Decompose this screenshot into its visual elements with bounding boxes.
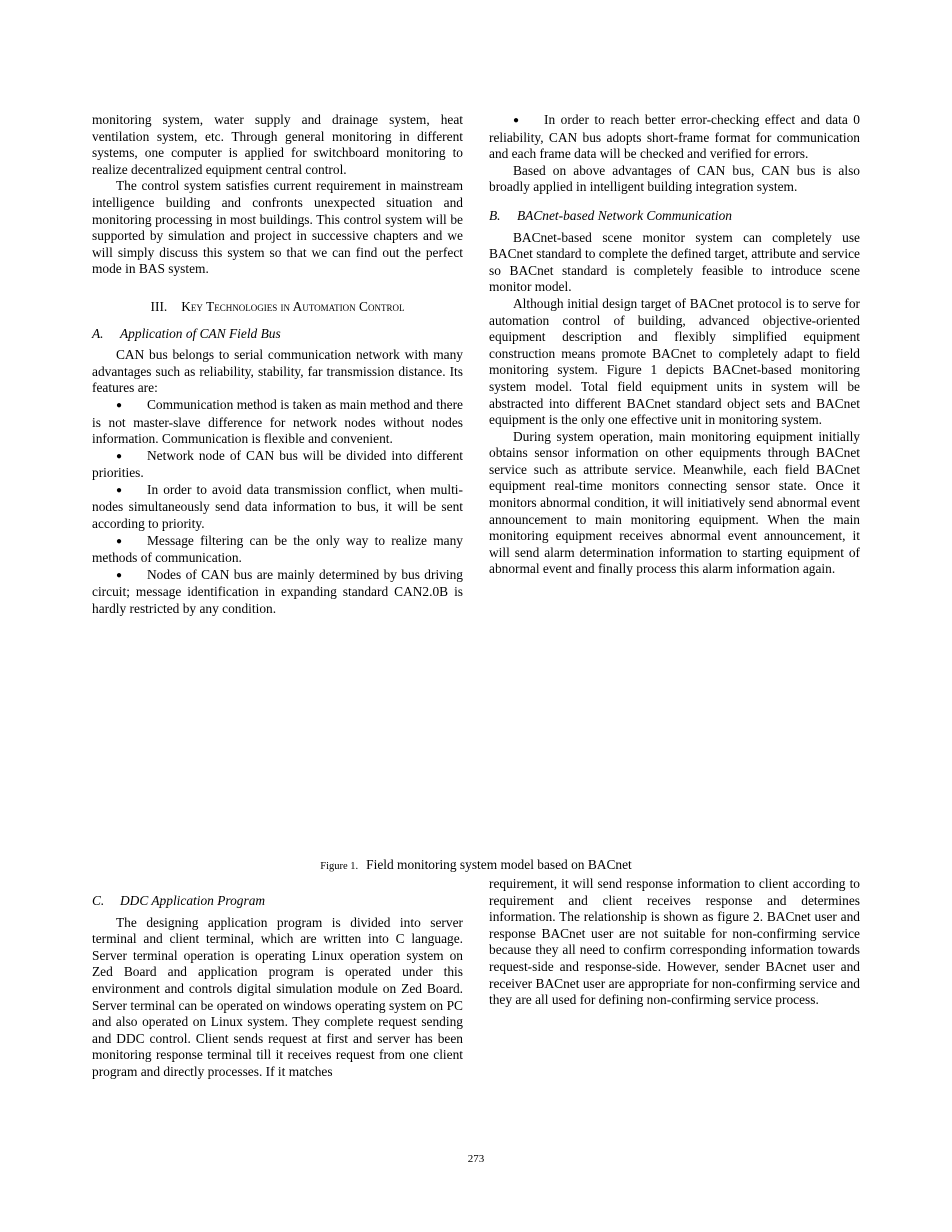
section-heading [92, 299, 463, 316]
bullet-icon: ● [116, 535, 123, 547]
figure-caption-text: Field monitoring system model based on BACnet [366, 857, 632, 872]
subsection-label: C. [92, 893, 105, 908]
bullet-icon: ● [116, 569, 123, 581]
bullet-icon: ● [116, 399, 123, 411]
subsection-heading [92, 893, 463, 910]
subsection-label: B. [489, 207, 501, 223]
page-number: 273 [467, 1153, 485, 1165]
paragraph: During system operation, main monitoring equipment initially obtains sensor information on other equipments through BACnet service such as attribute service. Meanwhile, each field BACnet equipment real-time monitors connecting sensor state. Once it monitors abnormal condition, it will initiatively send abnormal event announcement to main monitoring equipment. When the main monitoring equipment receives abnormal event announcement, it will send alarm determination information to starting equipment of abnormal event and finally process this alarm information again. [489, 428, 860, 577]
bullet-icon: ● [116, 484, 123, 496]
paragraph: BACnet-based scene monitor system can completely use BACnet standard to complete the defined target, attribute and service so BACnet standard is completely feasible to introduce scene monitor model. [489, 229, 860, 295]
subsection-title: DDC Application Program [120, 893, 266, 908]
paragraph: monitoring system, water supply and drainage system, heat ventilation system, etc. Through general monitoring in different systems, one computer is applied for switchboard monitoring to realize decentralized equipment central control. [92, 112, 463, 177]
bullet-item [92, 567, 463, 618]
right-column-bottom [489, 876, 860, 1009]
bullet-text: Network node of CAN bus will be divided into different priorities. [92, 447, 463, 481]
bullet-item [489, 112, 860, 163]
bullet-text: In order to avoid data transmission conflict, when multi-nodes simultaneously send data information to bus, it will be sent according to priority. [92, 481, 463, 532]
subsection-label: A. [92, 325, 104, 341]
bullet-item [92, 482, 463, 533]
bullet-text: In order to reach better error-checking effect and data 0 reliability, CAN bus adopts short-frame format for communication and each frame data will be checked and verified for errors. [489, 112, 860, 162]
bullet-icon: ● [513, 115, 520, 126]
subsection-heading [489, 208, 860, 225]
section-number: III. [150, 298, 168, 314]
bullet-icon: ● [116, 450, 123, 462]
paragraph: The designing application program is divided into server terminal and client terminal, which are written into C language. Server terminal operation is operating Linux operation system on Zed Board and application program is operated under this environment and controls digital simulation module on Zed Board. Server terminal can be operated on windows operating system on PC and also operated on Linux system. They complete request sending and DDC control. Client sends request at first and server has been monitoring response terminal till it receives request from one client program and directly processes. If it matches [92, 914, 463, 1079]
section-title: Key Technologies in Automation Control [181, 298, 405, 314]
bullet-item [92, 448, 463, 482]
paragraph: The control system satisfies current requirement in mainstream intelligence building and confronts unexpected situation and monitoring processing in most buildings. This control system will be supported by simulation and project in successive chapters and we will simply discuss this system so that we can find out the perfect mode in BAS system. [92, 178, 463, 277]
bullet-text: Communication method is taken as main method and there is not master-slave difference for network nodes without nodes information. Communication is flexible and convenient. [92, 396, 463, 447]
subsection-title: Application of CAN Field Bus [120, 325, 281, 341]
bullet-item [92, 533, 463, 567]
paragraph: CAN bus belongs to serial communication network with many advantages such as reliability, stability, far transmission distance. Its features are: [92, 347, 463, 396]
right-column-top [489, 112, 860, 578]
figure-label: Figure 1. [320, 861, 359, 872]
left-column-top [92, 112, 463, 618]
left-column-bottom [92, 893, 463, 1081]
figure-caption [0, 857, 952, 873]
subsection-title: BACnet-based Network Communication [517, 207, 732, 223]
paragraph: Although initial design target of BACnet protocol is to serve for automation control of building, advanced objective-oriented equipment description and flexibly simplified equipment construction means promote BACnet to completely adapt to field monitoring system. Figure 1 depicts BACnet-based monitoring system model. Total field equipment units in system will be abstracted into different BACnet standard object sets and BACnet equipment is the only one effective unit in monitoring system. [489, 295, 860, 428]
bullet-item [92, 397, 463, 448]
paragraph: requirement, it will send response information to client according to requirement and client receives response and determines information. The relationship is shown as figure 2. BACnet user and response BACnet user are not suitable for non-confirming service because they all need to confirm corresponding information towards request-side and response-side. However, sender BAcnet user and receiver BACnet user are appropriate for non-confirming service and they are all used for defining non-confirming service process. [489, 876, 860, 1008]
bullet-text: Nodes of CAN bus are mainly determined by bus driving circuit; message identification in expanding standard CAN2.0B is hardly restricted by any condition. [92, 566, 463, 617]
paragraph: Based on above advantages of CAN bus, CAN bus is also broadly applied in intelligent building integration system. [489, 162, 860, 195]
subsection-heading [92, 326, 463, 343]
bullet-text: Message filtering can be the only way to realize many methods of communication. [92, 532, 463, 566]
figure-area [92, 676, 860, 846]
